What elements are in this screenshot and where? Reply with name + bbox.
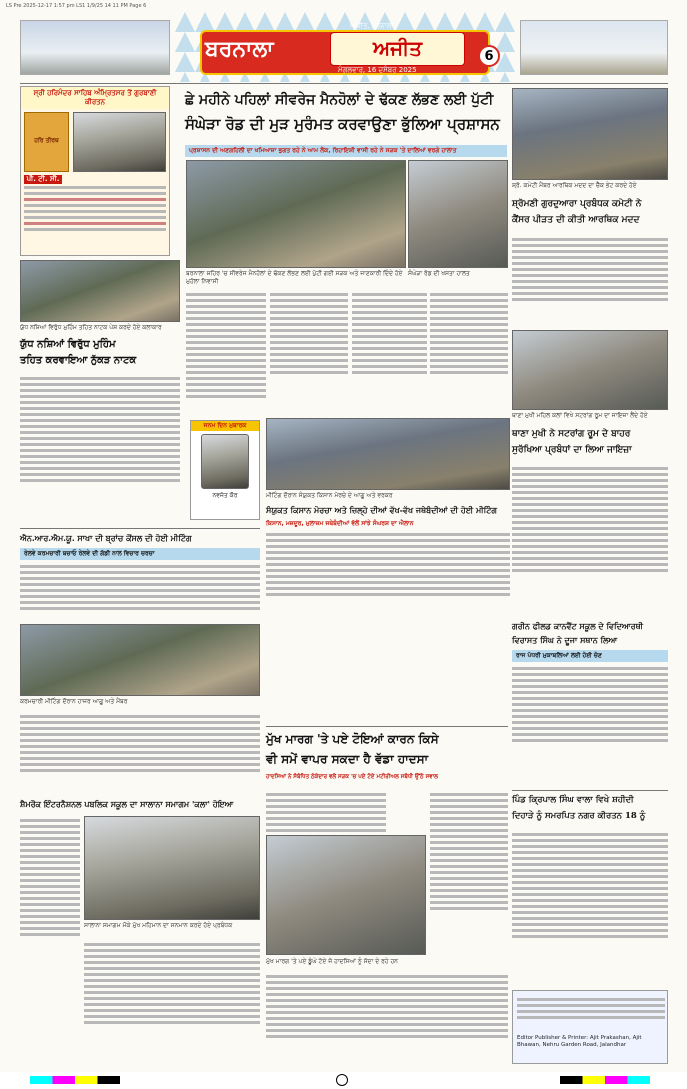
ad-label: ਹਰਿ ਤੀਰਥ	[24, 112, 69, 172]
town-name: ਬਰਨਾਲਾ	[205, 36, 274, 62]
color-strip	[560, 1076, 650, 1084]
pothole-headline-1: ਮੁੱਖ ਮਾਰਗ 'ਤੇ ਪਏ ਟੋਇਆਂ ਕਾਰਨ ਕਿਸੇ	[266, 732, 439, 746]
pothole-headline-2: ਵੀ ਸਮੇਂ ਵਾਪਰ ਸਕਦਾ ਹੈ ਵੱਡਾ ਹਾਦਸਾ	[266, 752, 429, 766]
tower-photo	[520, 20, 668, 75]
page-number: 6	[478, 45, 500, 67]
lead-body-3	[352, 290, 427, 410]
council-headline: ਐਨ.ਆਰ.ਐਮ.ਯੂ. ਸਾਖਾ ਦੀ ਬ੍ਰਾਂਚ ਕੌਂਸਲ ਦੀ ਹੋਈ ਮੀਟਿੰਗ	[20, 533, 192, 543]
sgpc-headline-1: ਸ਼੍ਰੋਮਣੀ ਗੁਰਦੁਆਰਾ ਪ੍ਰਬੰਧਕ ਕਮੇਟੀ ਨੇ	[512, 199, 642, 209]
meeting-body	[266, 530, 510, 620]
natak-headline-2: ਤਹਿਤ ਕਰਵਾਇਆ ਨੁੱਕੜ ਨਾਟਕ	[20, 355, 137, 366]
kirtan-body	[512, 830, 668, 980]
school-right-body	[512, 664, 668, 774]
meeting-sub: ਕਿਸਾਨ, ਮਜ਼ਦੂਰ, ਮੁਲਾਜ਼ਮ ਜਥੇਬੰਦੀਆਂ ਵੱਲੋਂ ਸਾਂਝੇ ਸੰਘਰਸ਼ ਦਾ ਐਲਾਨ	[266, 520, 414, 527]
golden-temple-photo	[73, 112, 166, 172]
council-caption: ਕਰਮਚਾਰੀ ਮੀਟਿੰਗ ਦੌਰਾਨ ਹਾਜ਼ਰ ਆਗੂ ਅਤੇ ਮੈਂਬਰ	[20, 698, 128, 705]
paper-logo: ਅਜੀਤ	[330, 32, 465, 66]
gurdwara-photo	[20, 20, 170, 75]
pothole-photo	[266, 835, 426, 955]
meeting-caption: ਮੀਟਿੰਗ ਦੌਰਾਨ ਸੰਯੁਕਤ ਕਿਸਾਨ ਮੋਰਚੇ ਦੇ ਆਗੂ ਅਤੇ ਵਰਕਰ	[266, 492, 393, 499]
imprint-text: Editor Publisher & Printer: Ajit Prakashan, Ajit Bhawan, Nehru Garden Road, Jalandhar	[517, 1035, 642, 1048]
police-headline-1: ਥਾਣਾ ਮੁਖੀ ਨੇ ਸਟਰਾਂਗ ਰੂਮ ਦੇ ਬਾਹਰ	[512, 429, 631, 439]
sgpc-caption: ਸ਼੍ਰੋ. ਕਮੇਟੀ ਮੈਂਬਰ ਆਰਥਿਕ ਮਦਦ ਦਾ ਚੈੱਕ ਭੇਟ ਕਰਦੇ ਹੋਏ	[512, 182, 637, 189]
color-strip	[30, 1076, 120, 1084]
ad-channel: ਪੀ. ਟੀ. ਸੀ.	[24, 175, 62, 184]
natak-headline-1: ਯੁੱਧ ਨਸ਼ਿਆਂ ਵਿਰੁੱਧ ਮੁਹਿੰਮ	[20, 339, 116, 350]
lead-body-1	[186, 290, 266, 440]
council-sub: ਰੇਲਵੇ ਕਰਮਚਾਰੀ ਬਚਾਓ ਰੇਲਵੇ ਦੀ ਗੱਡੀ ਨਾਲ ਵਿਚਾਰ ਚਰਚਾ	[20, 548, 260, 560]
school-right-headline-1: ਗਰੀਨ ਫੀਲਡ ਕਾਨਵੈਂਟ ਸਕੂਲ ਦੇ ਵਿਦਿਆਰਥੀ	[512, 621, 644, 631]
print-slug: LS Pre 2025-12-17 1:57 pm LS1 1/9/25 14 11 PM Page 6	[6, 3, 147, 9]
school-left-photo	[84, 816, 260, 920]
pothole-caption: ਮੁੱਖ ਮਾਰਗ 'ਤੇ ਪਏ ਡੂੰਘੇ ਟੋਏ ਜੋ ਹਾਦਸਿਆਂ ਨੂੰ ਸੱਦਾ ਦੇ ਰਹੇ ਹਨ	[266, 958, 398, 965]
council-body-2	[20, 712, 260, 794]
pothole-sub: ਹਾਦਸਿਆਂ ਨੇ ਸੰਬੰਧਿਤ ਠੇਕੇਦਾਰ ਵਲੋਂ ਸੜਕ 'ਚ ਪਏ ਟੋਏ ਮਟੀਰੀਅਲ ਸਬੰਧੀ ਉੱਠੇ ਸਵਾਲ	[266, 774, 438, 780]
school-left-caption: ਸਾਲਾਨਾ ਸਮਾਗਮ ਮੌਕੇ ਮੁੱਖ ਮਹਿਮਾਨ ਦਾ ਸਨਮਾਨ ਕਰਦੇ ਹੋਏ ਪ੍ਰਬੰਧਕ	[84, 922, 233, 929]
sgpc-photo	[512, 88, 668, 180]
school-left-body-2	[84, 940, 260, 1064]
school-left-headline: ਸ਼ੈਮਰੌਕ ਇੰਟਰਨੈਸ਼ਨਲ ਪਬਲਿਕ ਸਕੂਲ ਦਾ ਸਾਲਾਨਾ ਸਮਾਗਮ 'ਕਲਾ' ਹੋਇਆ	[20, 799, 234, 809]
divider	[20, 83, 668, 84]
pothole-body-3	[266, 972, 508, 1064]
lead-kicker: ਪ੍ਰਸ਼ਾਸਨ ਦੀ ਅਣਗਹਿਲੀ ਦਾ ਖਮਿਆਜ਼ਾ ਭੁਗਤ ਰਹੇ ਨੇ ਆਮ ਲੋਕ, ਰਿਹਾਇਸ਼ੀ ਵਾਸੀ ਰਹੇ ਨੇ ਸੜਕ 'ਤੇ ਦਾਲਿਆਂ ਵਰਗੇ ਹਾਲਾਤ	[185, 145, 507, 157]
gurbani-ad	[20, 86, 170, 256]
police-photo	[512, 330, 668, 410]
school-right-sub: ਰਾਜ ਪੱਧਰੀ ਮੁਕਾਬਲਿਆਂ ਲਈ ਹੋਈ ਚੋਣ	[512, 650, 668, 662]
lead-headline-1: ਛੇ ਮਹੀਨੇ ਪਹਿਲਾਂ ਸੀਵਰੇਜ ਮੈਨਹੋਲਾਂ ਦੇ ਢੱਕਣ ਲੱਭਣ ਲਈ ਪੁੱਟੀ	[185, 92, 494, 108]
meeting-photo	[266, 418, 510, 490]
birthday-box	[190, 420, 260, 520]
lead-caption: ਬਰਨਾਲਾ ਸ਼ਹਿਰ 'ਚ ਸੀਵਰੇਜ ਮੈਨਹੋਲਾਂ ਦੇ ਢੱਕਣ ਲੱਭਣ ਲਈ ਪੁੱਟੀ ਗਈ ਸੜਕ ਅਤੇ ਜਾਣਕਾਰੀ ਦਿੰਦੇ ਹੋਏ ਮੁਹੱਲਾ ਨਿਵਾਸੀ	[186, 270, 403, 285]
imprint-box	[512, 990, 668, 1064]
meeting-headline: ਸੰਯੁਕਤ ਕਿਸਾਨ ਮੋਰਚਾ ਅਤੇ ਜ਼ਿਲ੍ਹੇ ਦੀਆਂ ਵੱਖ-ਵੱਖ ਜਥੇਬੰਦੀਆਂ ਦੀ ਹੋਈ ਮੀਟਿੰਗ	[266, 505, 497, 515]
lead-headline-2: ਸੰਘੇੜਾ ਰੋਡ ਦੀ ਮੁੜ ਮੁਰੰਮਤ ਕਰਵਾਉਣਾ ਭੁੱਲਿਆ ਪ੍ਰਸ਼ਾਸਨ	[185, 115, 500, 133]
divider	[266, 726, 508, 727]
ad-title: ਸ੍ਰੀ ਹਰਿਮੰਦਰ ਸਾਹਿਬ ਅੰਮ੍ਰਿਤਸਰ ਤੋਂ ਗੁਰਬਾਣੀ ਕੀਰਤਨ	[21, 87, 169, 109]
police-headline-2: ਸੁਰੱਖਿਆ ਪ੍ਰਬੰਧਾਂ ਦਾ ਲਿਆ ਜਾਇਜ਼ਾ	[512, 445, 632, 455]
sgpc-body	[512, 235, 668, 325]
divider	[20, 528, 260, 529]
police-caption: ਥਾਣਾ ਮੁਖੀ ਮਹਿਲ ਕਲਾਂ ਵਿਖੇ ਸਟਰਾਂਗ ਰੂਮ ਦਾ ਜਾਇਜ਼ਾ ਲੈਂਦੇ ਹੋਏ	[512, 412, 648, 419]
natak-photo	[20, 260, 180, 322]
police-body	[512, 464, 668, 614]
birthday-label: ਜਨਮ ਦਿਨ ਮੁਬਾਰਕ	[191, 421, 259, 431]
birthday-name: ਨਵਜੋਤ ਕੌਰ	[212, 492, 238, 499]
council-photo	[20, 624, 260, 696]
lead-body-4	[430, 290, 508, 410]
lead-caption-2: ਸੰਘੇੜਾ ਰੋਡ ਦੀ ਖਸਤਾ ਹਾਲਤ	[408, 270, 470, 277]
council-body	[20, 562, 260, 622]
natak-body	[20, 374, 180, 524]
natak-caption: ਯੁੱਧ ਨਸ਼ਿਆਂ ਵਿਰੁੱਧ ਮੁਹਿੰਮ ਤਹਿਤ ਨਾਟਕ ਪੇਸ਼ ਕਰਦੇ ਹੋਏ ਕਲਾਕਾਰ	[20, 324, 162, 331]
kirtan-headline-2: ਦਿਹਾੜੇ ਨੂੰ ਸਮਰਪਿਤ ਨਗਰ ਕੀਰਤਨ 18 ਨੂੰ	[512, 811, 646, 821]
school-right-headline-2: ਵਿਰਾਸਤ ਸਿੰਘ ਨੇ ਦੂਜਾ ਸਥਾਨ ਲਿਆ	[512, 635, 618, 645]
road-photo	[408, 160, 508, 268]
divider	[512, 790, 668, 791]
edition: ਅਜੀਤ, ਬਰਨਾਲਾ	[350, 22, 394, 30]
sgpc-headline-2: ਕੈਂਸਰ ਪੀੜਤ ਦੀ ਕੀਤੀ ਆਰਥਿਕ ਮਦਦ	[512, 215, 640, 225]
school-left-body-1	[20, 816, 80, 996]
registration-mark	[336, 1074, 348, 1086]
residents-photo	[186, 160, 406, 268]
footer	[0, 1072, 687, 1089]
date: ਮੰਗਲਵਾਰ, 16 ਦਸੰਬਰ 2025	[338, 66, 417, 74]
child-photo	[201, 434, 249, 489]
pothole-body-2	[430, 790, 508, 960]
lead-body-2	[270, 290, 348, 410]
kirtan-headline-1: ਪਿੰਡ ਕ੍ਰਿਪਾਲ ਸਿੰਘ ਵਾਲਾ ਵਿਖੇ ਸ਼ਹੀਦੀ	[512, 795, 634, 805]
